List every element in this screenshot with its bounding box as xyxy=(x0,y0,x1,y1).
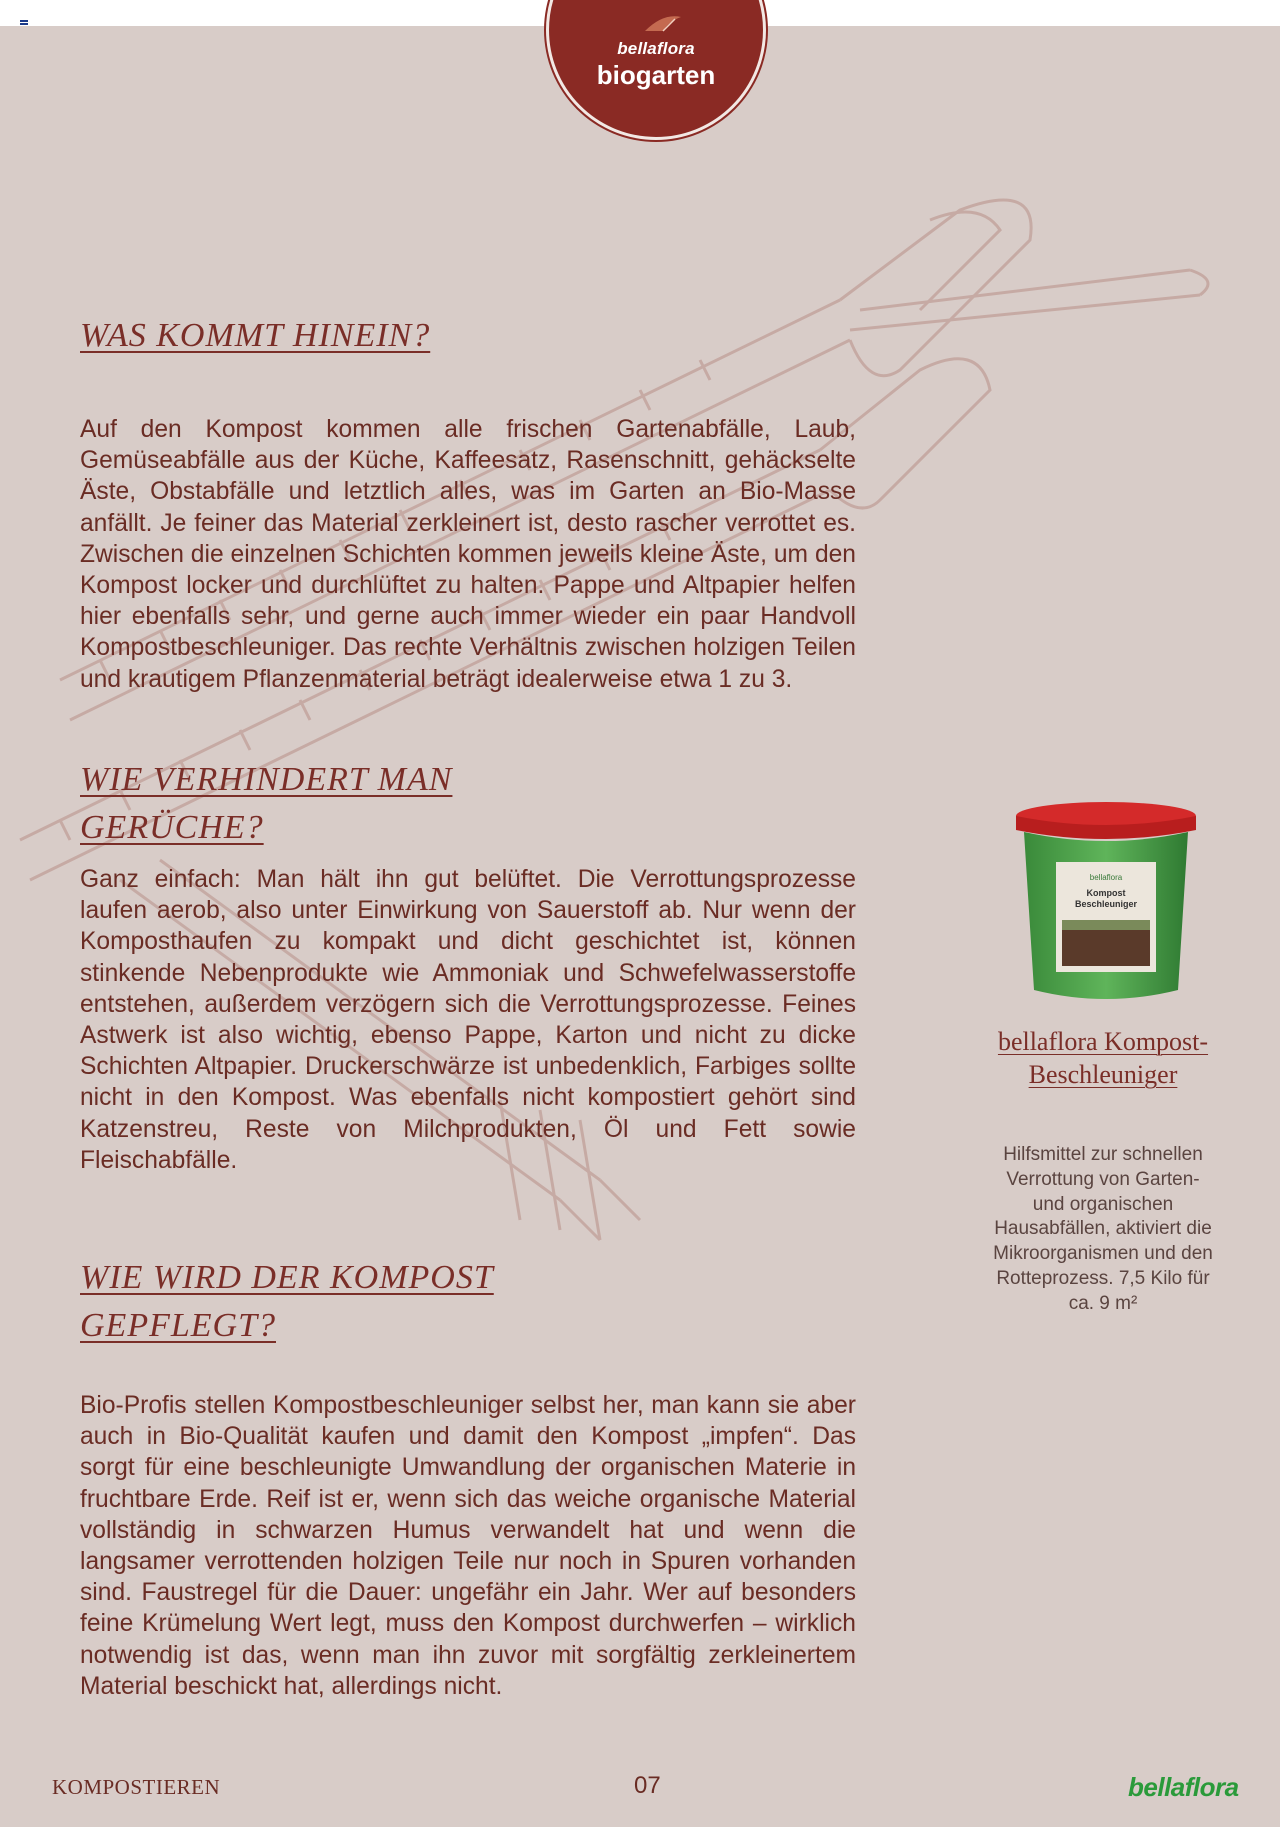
plant-icon xyxy=(641,11,685,35)
section-heading: WIE VERHINDERT MAN GERÜCHE? xyxy=(80,761,453,846)
section-heading: WIE WIRD DER KOMPOST GEPFLEGT? xyxy=(80,1259,494,1344)
section-body: Auf den Kompost kommen alle frischen Gartenabfälle, Laub, Gemüseabfälle aus der Küche, Kaffeesatz, Rasenschnitt, gehäckselte Äste, Obstabfälle und letztlich alles, was im Garten an Bio-Masse anfällt. Je feiner das Material zerkleinert ist, desto rascher verrottet es. Zwischen die einzelnen Schichten kommen jeweils kleine Äste, um den Kompost locker und durchlüftet zu halten. Pappe und Altpapier helfen hier ebenfalls sehr, und gerne auch immer wieder ein paar Handvoll Kompostbeschleuniger. Das rechte Verhältnis zwischen holzigen Teilen und krautigem Pflanzenmaterial beträgt idealerweise etwa 1 zu 3. xyxy=(80,416,856,693)
page-number: 07 xyxy=(634,1772,661,1799)
compost-bucket-image xyxy=(1014,800,1198,1008)
bucket-label-line1: Kompost xyxy=(1086,888,1126,898)
bellaflora-logo: bellaflora xyxy=(1128,1772,1239,1802)
product-description: Hilfsmittel zur schnellen Verrottung von Garten- und organischen Hausabfällen, aktiviert die Mikroorganismen und den Rotteprozess. 7,5 Kilo für ca. 9 m² xyxy=(993,1144,1213,1314)
bucket-label-line2: Beschleuniger xyxy=(1074,899,1138,909)
product-name: bellaflora Kompost-Beschleuniger xyxy=(997,1027,1209,1089)
biogarten-badge xyxy=(546,0,766,140)
section-gerueche xyxy=(80,756,856,1176)
badge-brand: bellaflora xyxy=(617,39,695,58)
bucket-label-brand: bellaflora xyxy=(1089,873,1123,882)
menu-icon[interactable] xyxy=(20,20,28,25)
section-body: Ganz einfach: Man hält ihn gut belüftet. Die Verrottungsprozesse laufen aerob, also unter Einwirkung von Sauerstoff ab. Nur wenn der Komposthaufen zu kompakt und dicht geschichtet ist, können stinkende Nebenprodukte wie Ammoniak und Schwefelwasserstoffe entstehen, außerdem verzögern sich die Verrottungsprozesse. Feines Astwerk ist also wichtig, ebenso Pappe, Karton und nicht zu dicke Schichten Altpapier. Druckerschwärze ist unbedenklich, Farbiges sollte nicht in den Kompost. Was ebenfalls nicht kompostiert gehört sind Katzenstreu, Reste von Milchprodukten, Öl und Fett sowie Fleischabfälle. xyxy=(80,866,856,1174)
badge-title: biogarten xyxy=(596,60,716,90)
section-heading: WAS KOMMT HINEIN? xyxy=(80,317,431,354)
section-was-kommt-hinein xyxy=(80,312,856,695)
footer-section-title: KOMPOSTIEREN xyxy=(52,1775,221,1799)
section-body: Bio-Profis stellen Kompostbeschleuniger selbst her, man kann sie aber auch in Bio-Qualität kaufen und damit den Kompost „impfen“. Das sorgt für eine beschleunigte Umwandlung der organischen Materie in fruchtbare Erde. Reif ist er, wenn sich das weiche organische Material vollständig in schwarzen Humus verwandelt hat und wenn die langsamer verrottenden holzigen Teile nur noch in Spuren vorhanden sind. Faustregel für die Dauer: ungefähr ein Jahr. Wer auf besonders feine Krümelung Wert legt, muss den Kompost durchwerfen – wirklich notwendig ist das, wenn man ihn zuvor mit sorgfältig zerkleinertem Material beschickt hat, allerdings nicht. xyxy=(80,1392,856,1700)
section-kompost-gepflegt xyxy=(80,1254,856,1702)
